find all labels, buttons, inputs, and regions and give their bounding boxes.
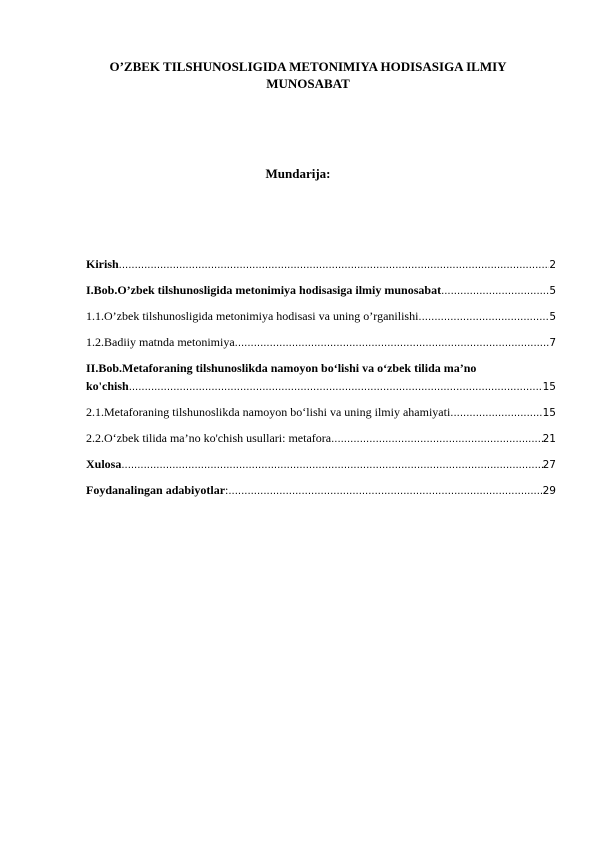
toc-entry-section-2-1[interactable] [86, 403, 556, 423]
toc-entry-section-1-2[interactable] [86, 333, 556, 353]
toc-entry-text: Xulosa [86, 457, 122, 471]
toc-dot-leader [228, 483, 542, 501]
toc-dot-leader [331, 431, 543, 449]
toc-dot-leader [235, 335, 550, 353]
toc-entry-section-1-1[interactable] [86, 307, 556, 327]
toc-entry-text: 1.2.Badiiy matnda metonimiya [86, 335, 235, 349]
toc-page-number: 2 [549, 259, 556, 271]
toc-page-number: 15 [542, 381, 556, 393]
toc-entry-text: 1.1.O’zbek tilshunosligida metonimiya hodisasi va uning o’rganilishi [86, 309, 419, 323]
toc-entry-text-suffix: : [225, 483, 229, 497]
toc-entry-text-line-1: II.Bob.Metaforaning tilshunoslikda namoyon bo‘lishi va o‘zbek tilida ma’no [86, 361, 477, 375]
toc-entry-chapter-1[interactable] [86, 281, 556, 301]
toc-page-number: 5 [549, 311, 556, 323]
toc-dot-leader [129, 379, 543, 397]
toc-entry-text: Foydanalingan adabiyotlar [86, 483, 226, 497]
toc-dot-leader [121, 457, 542, 475]
document-title-line-2: MUNOSABAT [266, 76, 350, 91]
toc-entry-section-2-2[interactable] [86, 429, 556, 449]
toc-entry-text-line-2: ko'chish [86, 379, 129, 393]
toc-entry-xulosa[interactable] [86, 455, 556, 475]
toc-page-number: 5 [549, 285, 556, 297]
toc-dot-leader [441, 283, 549, 301]
toc-page-number: 15 [542, 407, 556, 419]
document-title-line-1: O’ZBEK TILSHUNOSLIGIDA METONIMIYA HODISASIGA ILMIY [109, 59, 507, 74]
table-of-contents [86, 255, 556, 507]
document-title [60, 58, 556, 92]
toc-page-number: 27 [542, 459, 556, 471]
toc-page-number: 21 [542, 433, 556, 445]
toc-dot-leader [119, 257, 550, 275]
toc-dot-leader [450, 405, 542, 423]
contents-heading: Mundarija: [265, 166, 331, 181]
toc-entry-kirish[interactable] [86, 255, 556, 275]
toc-entry-text: I.Bob.O’zbek tilshunosligida metonimiya hodisasiga ilmiy munosabat [86, 283, 442, 297]
toc-entry-chapter-2[interactable] [86, 359, 556, 397]
toc-entry-text: 2.2.O‘zbek tilida ma’no ko'chish usullari: metafora [86, 431, 332, 445]
toc-entry-text: Kirish [86, 257, 119, 271]
toc-page-number: 29 [542, 485, 556, 497]
toc-dot-leader [418, 309, 549, 327]
toc-entry-references[interactable] [86, 481, 556, 501]
toc-entry-text: 2.1.Metaforaning tilshunoslikda namoyon bo‘lishi va uning ilmiy ahamiyati [86, 405, 451, 419]
toc-page-number: 7 [549, 337, 556, 349]
